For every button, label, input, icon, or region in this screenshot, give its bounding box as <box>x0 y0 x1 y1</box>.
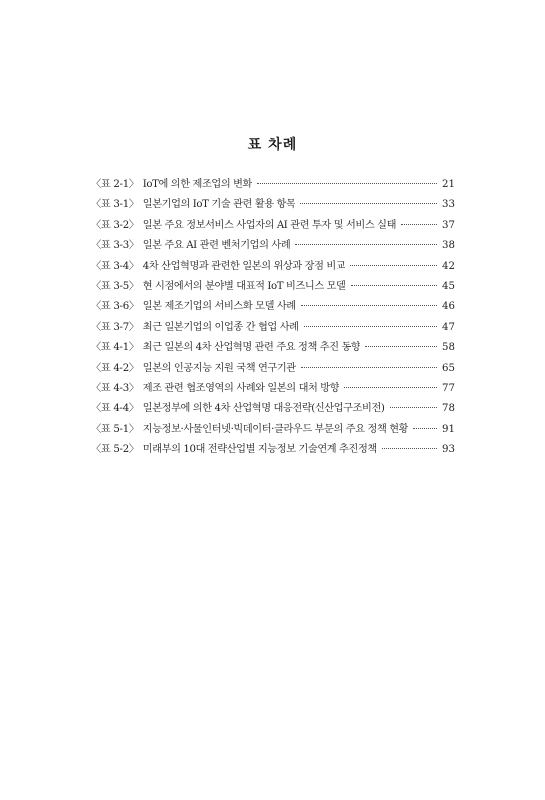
table-number: 〈표 4-1〉 <box>91 342 139 354</box>
table-number: 〈표 5-1〉 <box>91 423 139 435</box>
page-number: 78 <box>442 403 455 415</box>
toc-entry[interactable] <box>91 420 455 440</box>
table-number: 〈표 3-6〉 <box>91 301 139 313</box>
page-number: 37 <box>442 219 455 231</box>
table-caption: 최근 일본기업의 이업종 간 협업 사례 <box>142 321 299 333</box>
page-number: 45 <box>442 280 455 292</box>
dot-leader <box>304 326 437 327</box>
table-of-contents <box>91 175 455 460</box>
table-number: 〈표 3-2〉 <box>91 219 139 231</box>
toc-entry[interactable] <box>91 297 455 317</box>
toc-entry[interactable] <box>91 379 455 399</box>
table-number: 〈표 3-5〉 <box>91 280 139 292</box>
dot-leader <box>351 285 438 286</box>
page-title: 표 차례 <box>247 137 298 153</box>
toc-entry[interactable] <box>91 216 455 236</box>
page-number: 77 <box>442 382 455 394</box>
table-number: 〈표 3-7〉 <box>91 321 139 333</box>
table-number: 〈표 4-2〉 <box>91 362 139 374</box>
table-number: 〈표 2-1〉 <box>91 179 139 190</box>
table-number: 〈표 4-4〉 <box>91 403 139 415</box>
dot-leader <box>344 387 437 388</box>
dot-leader <box>350 265 437 266</box>
dot-leader <box>365 346 437 347</box>
page-number: 21 <box>442 179 455 190</box>
toc-entry[interactable] <box>91 277 455 297</box>
dot-leader <box>301 305 437 306</box>
table-caption: 현 시점에서의 분야별 대표적 IoT 비즈니스 모델 <box>142 280 346 292</box>
page-number: 65 <box>442 362 455 374</box>
toc-entry[interactable] <box>91 318 455 338</box>
dot-leader <box>390 407 438 408</box>
dot-leader <box>295 244 437 245</box>
toc-entry[interactable] <box>91 195 455 215</box>
table-caption: 일본 주요 정보서비스 사업자의 AI 관련 투자 및 서비스 실태 <box>142 219 397 231</box>
dot-leader <box>382 448 437 449</box>
table-caption: 미래부의 10대 전략산업별 지능정보 기술연계 추진정책 <box>142 444 377 456</box>
dot-leader <box>413 428 437 429</box>
table-caption: 최근 일본의 4차 산업혁명 관련 주요 정책 추진 동향 <box>142 342 361 354</box>
dot-leader <box>300 203 437 204</box>
table-caption: 제조 관련 협조영역의 사례와 일본의 대처 방향 <box>142 382 340 394</box>
table-number: 〈표 5-2〉 <box>91 444 139 456</box>
toc-entry[interactable] <box>91 175 455 195</box>
page-number: 42 <box>442 260 455 272</box>
page-number: 47 <box>442 321 455 333</box>
page-number: 46 <box>442 301 455 313</box>
table-caption: 일본 주요 AI 관련 벤처기업의 사례 <box>142 240 291 252</box>
page-number: 91 <box>442 423 455 435</box>
table-caption: IoT에 의한 제조업의 변화 <box>142 179 253 190</box>
toc-entry[interactable] <box>91 236 455 256</box>
page-number: 58 <box>442 342 455 354</box>
table-number: 〈표 4-3〉 <box>91 382 139 394</box>
table-number: 〈표 3-3〉 <box>91 240 139 252</box>
page-number: 33 <box>442 199 455 211</box>
table-number: 〈표 3-1〉 <box>91 199 139 211</box>
dot-leader <box>257 183 437 184</box>
table-caption: 일본기업의 IoT 기술 관련 활용 항목 <box>142 199 296 211</box>
page-number: 93 <box>442 444 455 456</box>
dot-leader <box>401 224 437 225</box>
toc-entry[interactable] <box>91 359 455 379</box>
table-caption: 일본정부에 의한 4차 산업혁명 대응전략(신산업구조비전) <box>142 403 385 415</box>
table-caption: 일본의 인공지능 지원 국책 연구기관 <box>142 362 296 374</box>
table-caption: 지능정보·사물인터넷·빅데이터·클라우드 부문의 주요 정책 현황 <box>142 423 409 435</box>
toc-entry[interactable] <box>91 440 455 460</box>
toc-entry[interactable] <box>91 399 455 419</box>
table-caption: 일본 제조기업의 서비스화 모델 사례 <box>142 301 296 313</box>
toc-entry[interactable] <box>91 338 455 358</box>
table-caption: 4차 산업혁명과 관련한 일본의 위상과 장점 비교 <box>142 260 346 272</box>
page-number: 38 <box>442 240 455 252</box>
toc-entry[interactable] <box>91 257 455 277</box>
dot-leader <box>301 367 437 368</box>
table-number: 〈표 3-4〉 <box>91 260 139 272</box>
